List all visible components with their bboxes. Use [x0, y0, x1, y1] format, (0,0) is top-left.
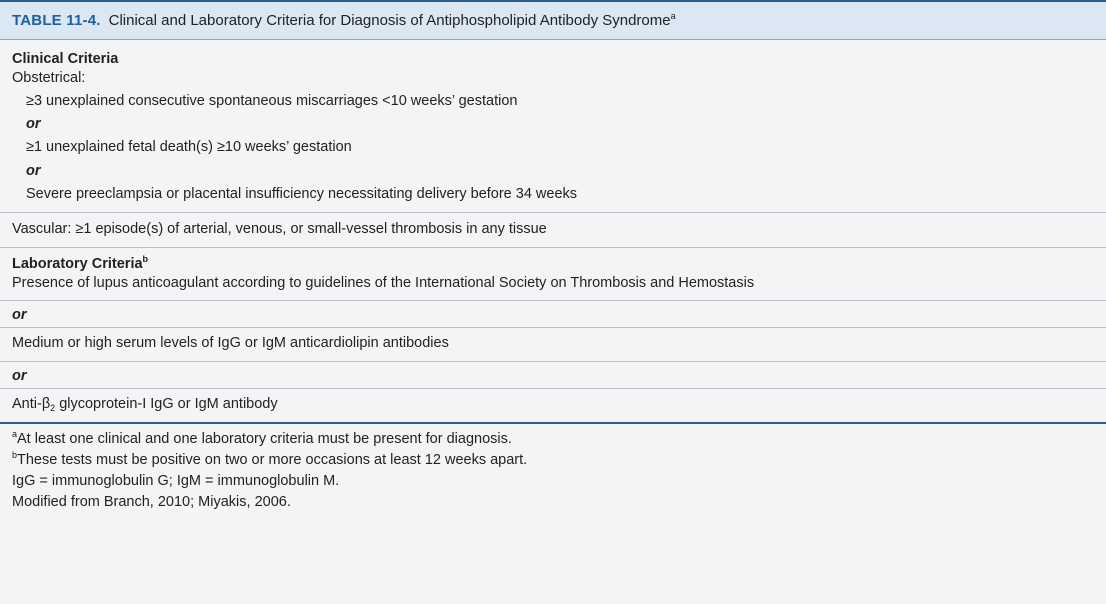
obstetrical-item-2: ≥1 unexplained fetal death(s) ≥10 weeks’ gestation	[26, 139, 352, 155]
footnote-b-mark: b	[12, 450, 18, 460]
obstetrical-label: Obstetrical:	[12, 70, 86, 86]
divider	[0, 327, 1106, 328]
divider	[0, 212, 1106, 213]
table-title-text: Clinical and Laboratory Criteria for Diagnosis of Antiphospholipid Antibody Syndrome	[108, 12, 671, 29]
footnote-b-text: These tests must be positive on two or more occasions at least 12 weeks apart.	[17, 452, 528, 468]
obstetrical-item-3: Severe preeclampsia or placental insufficiency necessitating delivery before 34 weeks	[26, 186, 578, 202]
laboratory-criteria-heading	[12, 255, 148, 273]
header-rule	[0, 39, 1106, 40]
footnote-a-mark: a	[12, 429, 18, 439]
beta-prefix: Anti-β	[12, 396, 51, 412]
vascular-criterion: Vascular: ≥1 episode(s) of arterial, venous, or small-vessel thrombosis in any tissue	[12, 221, 547, 237]
laboratory-heading-text: Laboratory Criteria	[12, 256, 143, 272]
beta-subscript: 2	[50, 403, 56, 413]
abbreviations-note: IgG = immunoglobulin G; IgM = immunoglobulin M.	[12, 473, 340, 489]
divider	[0, 361, 1106, 362]
or-connector-2: or	[26, 163, 41, 179]
divider	[0, 247, 1106, 248]
or-connector-3: or	[12, 307, 27, 323]
clinical-criteria-heading: Clinical Criteria	[12, 51, 119, 67]
bottom-rule	[0, 422, 1106, 424]
table-header	[0, 2, 1106, 39]
beta-suffix: glycoprotein-I IgG or IgM antibody	[55, 396, 278, 412]
footnote-a-text: At least one clinical and one laboratory criteria must be present for diagnosis.	[17, 431, 512, 447]
footnote-a	[12, 430, 512, 448]
divider	[0, 388, 1106, 389]
table-title	[109, 12, 676, 29]
laboratory-item-2: Medium or high serum levels of IgG or IgM anticardiolipin antibodies	[12, 335, 449, 351]
laboratory-heading-footnote-mark: b	[142, 254, 149, 264]
table-title-footnote-mark: a	[670, 11, 676, 21]
source-note: Modified from Branch, 2010; Miyakis, 2006.	[12, 494, 291, 510]
laboratory-item-3	[12, 395, 278, 413]
obstetrical-item-1: ≥3 unexplained consecutive spontaneous miscarriages <10 weeks’ gestation	[26, 93, 518, 109]
table-number: TABLE 11-4.	[12, 12, 101, 29]
or-connector-4: or	[12, 368, 27, 384]
or-connector-1: or	[26, 116, 41, 132]
footnote-b	[12, 451, 527, 469]
laboratory-item-1: Presence of lupus anticoagulant according to guidelines of the International Society on Thrombosis and Hemostasis	[12, 275, 755, 291]
divider	[0, 300, 1106, 301]
